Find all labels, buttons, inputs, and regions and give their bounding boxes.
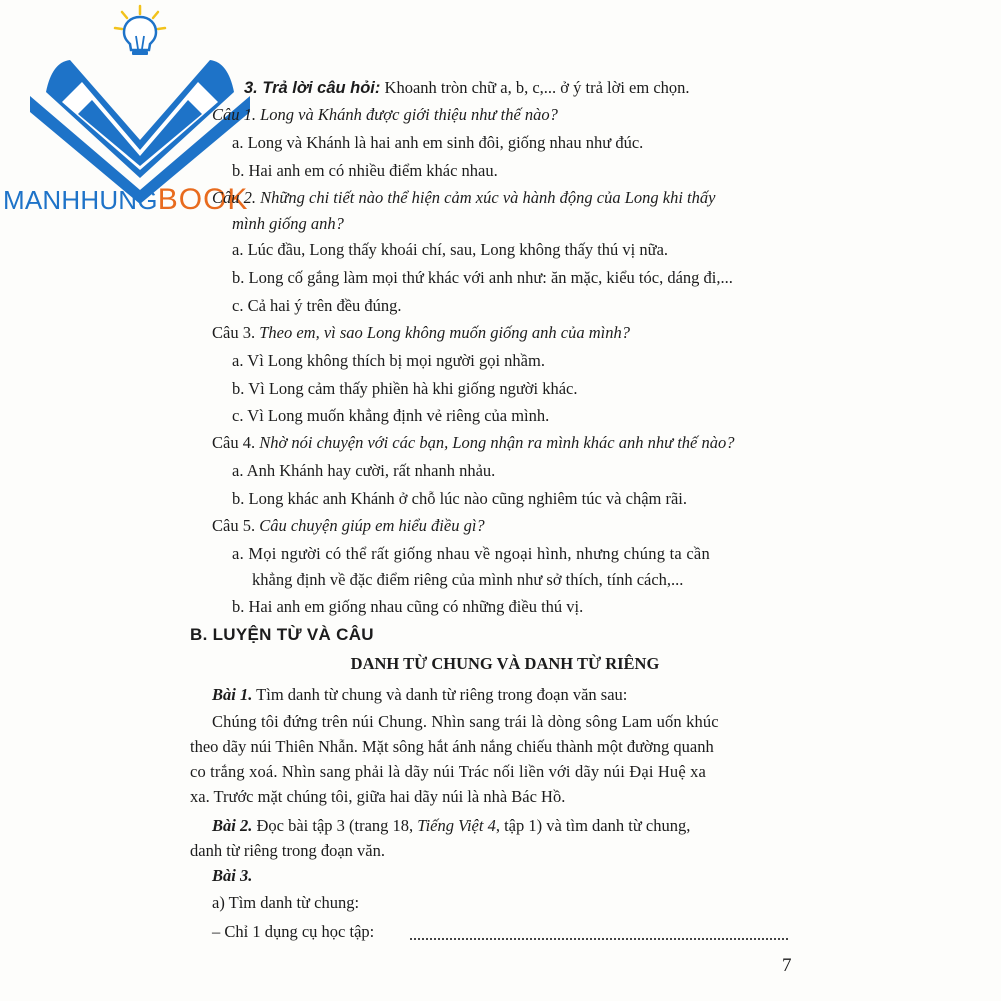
question-1-prompt: Câu 1. Long và Khánh được giới thiệu như thế nào?	[212, 105, 558, 124]
page-number: 7	[782, 955, 792, 976]
question-2-prompt-cont: mình giống anh?	[232, 214, 344, 233]
lesson-title: DANH TỪ CHUNG VÀ DANH TỪ RIÊNG	[350, 654, 660, 673]
exercise-1-passage-line: co trắng xoá. Nhìn sang phải là dãy núi Trác nối liền với dãy núi Đại Huệ xa	[190, 762, 706, 781]
question-4-option-a: a. Anh Khánh hay cười, rất nhanh nhảu.	[232, 461, 496, 480]
question-5-option-b: b. Hai anh em giống nhau cũng có những điều thú vị.	[232, 597, 584, 616]
exercise-1-passage-line: xa. Trước mặt chúng tôi, giữa hai dãy núi là nhà Bác Hồ.	[190, 787, 566, 806]
question-4-prompt: Câu 4. Nhờ nói chuyện với các bạn, Long nhận ra mình khác anh như thế nào?	[212, 433, 735, 452]
section-a3-heading: 3. Trả lời câu hỏi: Khoanh tròn chữ a, b, c,... ở ý trả lời em chọn.	[244, 78, 690, 97]
exercise-2-instruction: Bài 2. Đọc bài tập 3 (trang 18, Tiếng Việt 4, tập 1) và tìm danh từ chung,	[212, 816, 691, 835]
exercise-1-passage-line: theo dãy núi Thiên Nhẫn. Mặt sông hắt ánh nắng chiếu thành một đường quanh	[190, 737, 714, 756]
exercise-3-part-a: a) Tìm danh từ chung:	[212, 893, 360, 912]
question-5-option-a: a. Mọi người có thể rất giống nhau về ngoại hình, nhưng chúng ta cần	[232, 544, 711, 563]
question-3-option-b: b. Vì Long cảm thấy phiền hà khi giống người khác.	[232, 379, 578, 398]
question-5-option-a-cont: khẳng định về đặc điểm riêng của mình như sở thích, tính cách,...	[252, 570, 684, 589]
exercise-3-item-1: – Chỉ 1 dụng cụ học tập:	[212, 922, 375, 941]
question-3-option-c: c. Vì Long muốn khẳng định vẻ riêng của mình.	[232, 406, 550, 425]
question-4-option-b: b. Long khác anh Khánh ở chỗ lúc nào cũng nghiêm túc và chậm rãi.	[232, 489, 687, 508]
exercise-2-instruction-cont: danh từ riêng trong đoạn văn.	[190, 841, 385, 860]
answer-blank-line[interactable]	[410, 938, 788, 940]
lightbulb-icon	[115, 6, 165, 55]
question-3-prompt: Câu 3. Theo em, vì sao Long không muốn giống anh của mình?	[212, 323, 630, 342]
question-1-option-a: a. Long và Khánh là hai anh em sinh đôi, giống nhau như đúc.	[232, 133, 644, 152]
question-2-option-b: b. Long cố gắng làm mọi thứ khác với anh như: ăn mặc, kiểu tóc, dáng đi,...	[232, 268, 733, 287]
question-1-option-b: b. Hai anh em có nhiều điểm khác nhau.	[232, 161, 498, 180]
brand-name: MANHHUNGBOOK	[3, 183, 249, 216]
question-2-prompt: Câu 2. Những chi tiết nào thể hiện cảm xúc và hành động của Long khi thấy	[212, 188, 716, 207]
exercise-1-passage-line: Chúng tôi đứng trên núi Chung. Nhìn sang trái là dòng sông Lam uốn khúc	[212, 712, 719, 731]
question-2-option-a: a. Lúc đầu, Long thấy khoái chí, sau, Long không thấy thú vị nữa.	[232, 240, 669, 259]
section-b-heading: B. LUYỆN TỪ VÀ CÂU	[190, 625, 374, 644]
exercise-1-instruction: Bài 1. Tìm danh từ chung và danh từ riêng trong đoạn văn sau:	[212, 685, 628, 704]
question-5-prompt: Câu 5. Câu chuyện giúp em hiểu điều gì?	[212, 516, 485, 535]
question-2-option-c: c. Cả hai ý trên đều đúng.	[232, 296, 402, 315]
exercise-3-label: Bài 3.	[212, 866, 253, 885]
question-3-option-a: a. Vì Long không thích bị mọi người gọi nhầm.	[232, 351, 545, 370]
